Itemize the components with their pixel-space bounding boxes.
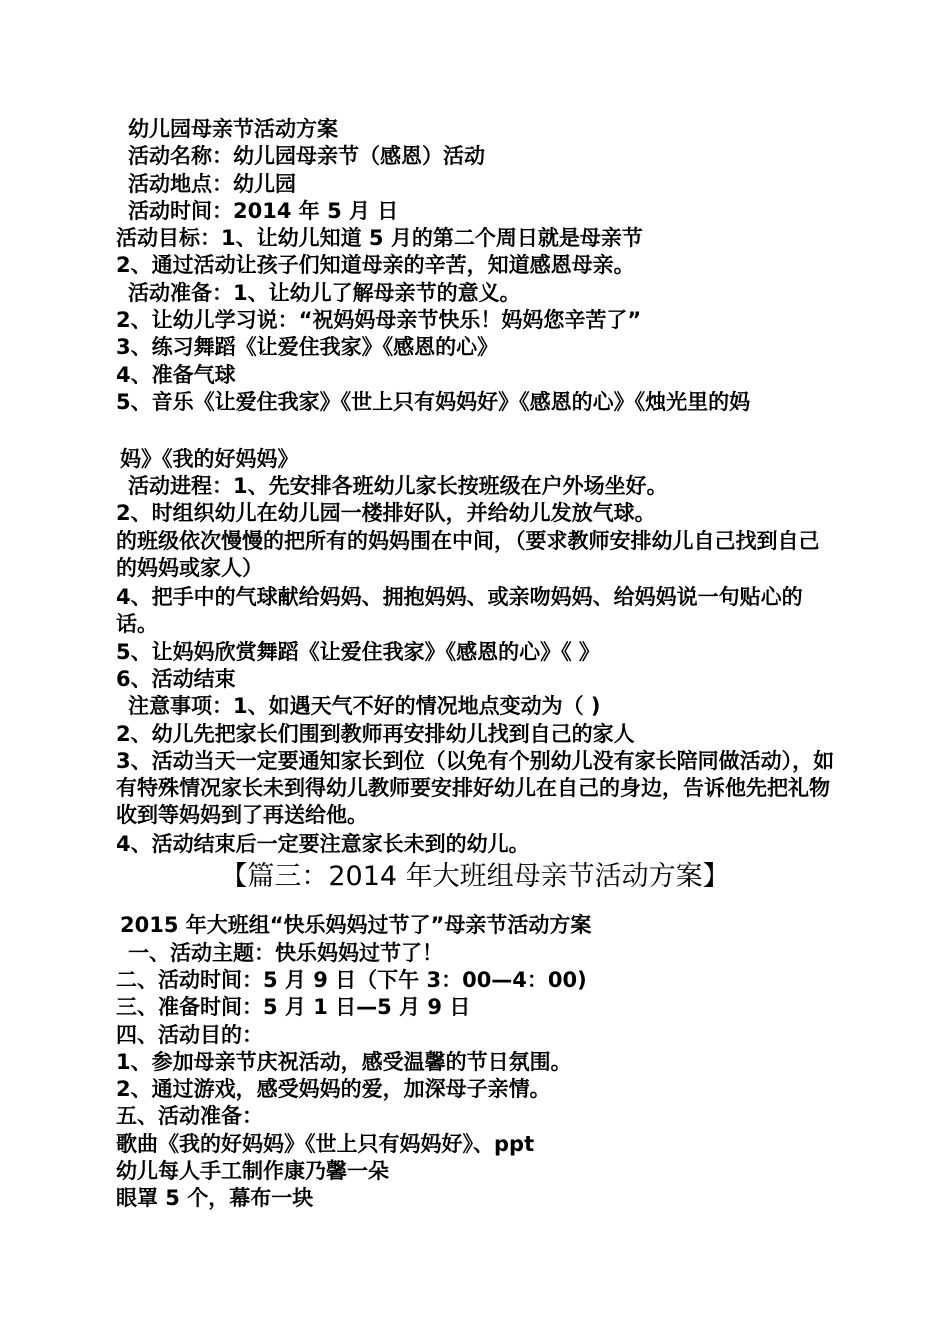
text-line: 二、活动时间：5 月 9 日（下午 3：00—4：00) [116,968,587,992]
text-line: 活动目标：1、让幼儿知道 5 月的第二个周日就是母亲节 [116,226,643,250]
text-line: 活动名称：幼儿园母亲节（感恩）活动 [128,144,485,168]
text-line: 3、练习舞蹈《让爱住我家》《感恩的心》 [116,335,499,359]
plan-title: 2015 年大班组“快乐妈妈过节了”母亲节活动方案 [120,913,592,937]
text-line: 4、把手中的气球献给妈妈、拥抱妈妈、或亲吻妈妈、给妈妈说一句贴心的话。 [116,585,803,636]
text-line: 1、参加母亲节庆祝活动，感受温馨的节日氛围。 [116,1050,572,1074]
text-line: 4、准备气球 [116,363,236,387]
text-line: 活动准备：1、让幼儿了解母亲节的意义。 [128,281,521,305]
text-line: 2、让幼儿学习说：“祝妈妈母亲节快乐！妈妈您辛苦了” [116,308,642,332]
text-line: 幼儿每人手工制作康乃馨一朵 [116,1159,389,1183]
text-line: 2、时组织幼儿在幼儿园一楼排好队，并给幼儿发放气球。 [116,501,656,525]
text-line: 五、活动准备： [116,1104,263,1128]
text-line: 的班级依次慢慢的把所有的妈妈围在中间，（要求教师安排幼儿自己找到自己的妈妈或家人） [116,529,820,580]
text-line: 活动进程：1、先安排各班幼儿家长按班级在户外场坐好。 [128,474,668,498]
doc-title: 幼儿园母亲节活动方案 [128,117,338,141]
text-line: 2、通过活动让孩子们知道母亲的辛苦，知道感恩母亲。 [116,253,635,277]
text-line: 活动时间：2014 年 5 月 日 [128,199,399,223]
text-line: 6、活动结束 [116,667,236,691]
text-line: 5、让妈妈欣赏舞蹈《让爱住我家》《感恩的心》《 》 [116,640,600,664]
text-line: 5、音乐《让爱住我家》《世上只有妈妈好》《感恩的心》《烛光里的妈 [116,390,751,414]
section-heading: 【篇三：2014 年大班组母亲节活动方案】 [220,861,730,892]
text-line: 眼罩 5 个，幕布一块 [116,1186,314,1210]
text-line: 4、活动结束后一定要注意家长未到的幼儿。 [116,832,530,856]
text-line: 2、通过游戏，感受妈妈的爱，加深母子亲情。 [116,1077,551,1101]
text-line: 歌曲《我的好妈妈》《世上只有妈妈好》、ppt [116,1132,535,1156]
text-line: 一、活动主题：快乐妈妈过节了！ [128,941,443,965]
text-line: 三、准备时间：5 月 1 日—5 月 9 日 [116,995,471,1019]
text-line: 四、活动目的： [116,1023,263,1047]
text-line: 活动地点：幼儿园 [128,172,296,196]
text-line: 妈》《我的好妈妈》 [120,447,299,471]
text-line: 2、幼儿先把家长们围到教师再安排幼儿找到自己的家人 [116,722,635,746]
text-line: 注意事项：1、如遇天气不好的情况地点变动为（ ) [128,694,601,718]
text-line: 3、活动当天一定要通知家长到位（以免有个别幼儿没有家长陪同做活动），如有特殊情况家长未到得幼儿教师要安排好幼儿在自己的身边，告诉他先把礼物收到等妈妈到了再送给他。 [116,749,835,827]
